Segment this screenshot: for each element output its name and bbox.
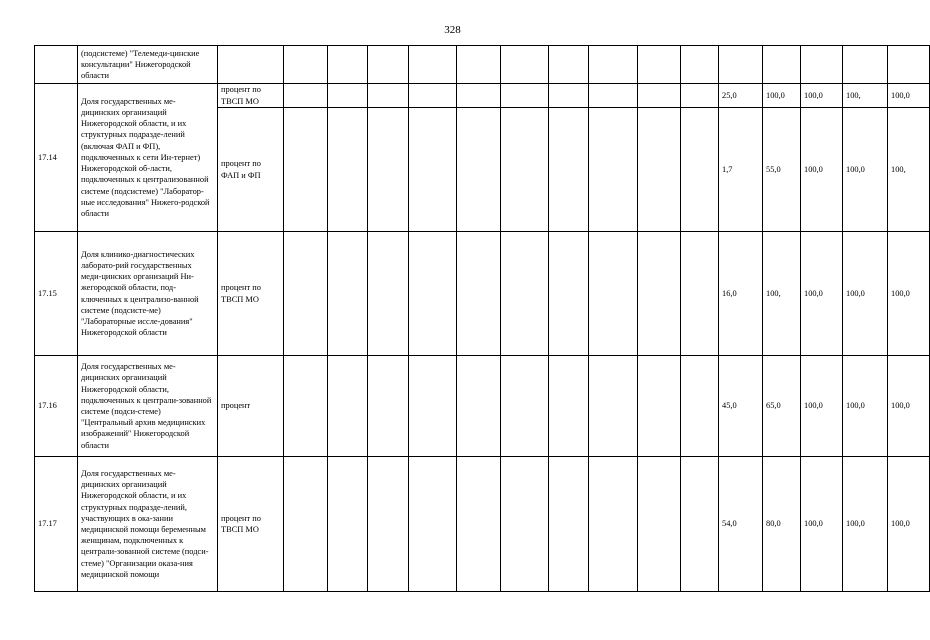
value-cell: 55,0 (763, 108, 801, 232)
table-row (35, 457, 930, 592)
row-number-cell (35, 46, 78, 84)
value-cell: 25,0 (719, 84, 763, 108)
value-cell: 100,0 (801, 232, 843, 356)
value-cell: 100,0 (843, 232, 888, 356)
unit-cell: процент по ТВСП МО (218, 457, 284, 592)
value-cell: 100,0 (801, 457, 843, 592)
row-number: 17.14 (35, 84, 78, 232)
table-row (35, 84, 930, 108)
value-cell: 100, (843, 84, 888, 108)
row-number: 17.17 (35, 457, 78, 592)
value-cell: 1,7 (719, 108, 763, 232)
indicator-description: Доля клинико-диагностических лаборато-рий государственных меди-цинских организаций Ни-жегородской области, под-ключенных к централизо-ванной системе (подсисте-ме) "Лабораторные иссле-дования" Нижегородской области (78, 232, 218, 356)
indicator-description: Доля государственных ме-дицинских организаций Нижегородской области, подключенных к централи-зованной системе (подси-стеме) "Центральный архив медицинских изображений" Нижегородской области (78, 356, 218, 457)
value-cell: 100,0 (888, 84, 930, 108)
value-cell: 100,0 (888, 356, 930, 457)
row-number: 17.15 (35, 232, 78, 356)
value-cell: 100,0 (888, 232, 930, 356)
indicator-description: Доля государственных ме-дицинских организаций Нижегородской области, и их структурных подразде-лений, участвующих в ока-зании медицинской помощи беременным женщинам, подключенных к централи-зованной системе (подси-стеме) "Организации оказа-ния медицинской помощи (78, 457, 218, 592)
value-cell: 100,0 (843, 108, 888, 232)
unit-cell: процент по ФАП и ФП (218, 108, 284, 232)
unit-cell: процент (218, 356, 284, 457)
value-cell: 100, (888, 108, 930, 232)
table-row (35, 46, 930, 84)
value-cell: 80,0 (763, 457, 801, 592)
value-cell: 100,0 (843, 457, 888, 592)
value-cell: 100,0 (763, 84, 801, 108)
unit-cell: процент по ТВСП МО (218, 84, 284, 108)
indicator-description: (подсистеме) "Телемеди-цинские консультации" Нижегородской области (78, 46, 218, 84)
value-cell: 54,0 (719, 457, 763, 592)
value-cell: 16,0 (719, 232, 763, 356)
value-cell: 100,0 (801, 108, 843, 232)
value-cell: 100, (763, 232, 801, 356)
page-number: 328 (444, 24, 461, 36)
value-cell: 65,0 (763, 356, 801, 457)
table-row (35, 232, 930, 356)
value-cell: 100,0 (843, 356, 888, 457)
value-cell: 45,0 (719, 356, 763, 457)
table-row (35, 356, 930, 457)
value-cell: 100,0 (801, 84, 843, 108)
value-cell: 100,0 (801, 356, 843, 457)
row-number: 17.16 (35, 356, 78, 457)
unit-cell: процент по ТВСП МО (218, 232, 284, 356)
indicator-description: Доля государственных ме-дицинских организаций Нижегородской области, и их структурных подразде-лений (включая ФАП и ФП), подключенных к сети Ин-тернет) Нижегородской об-ласти, подключенных к централизованной системе (подсистеме) "Лаборатор-ные исследования" Нижего-родской области (78, 84, 218, 232)
value-cell: 100,0 (888, 457, 930, 592)
indicators-table (34, 45, 930, 592)
